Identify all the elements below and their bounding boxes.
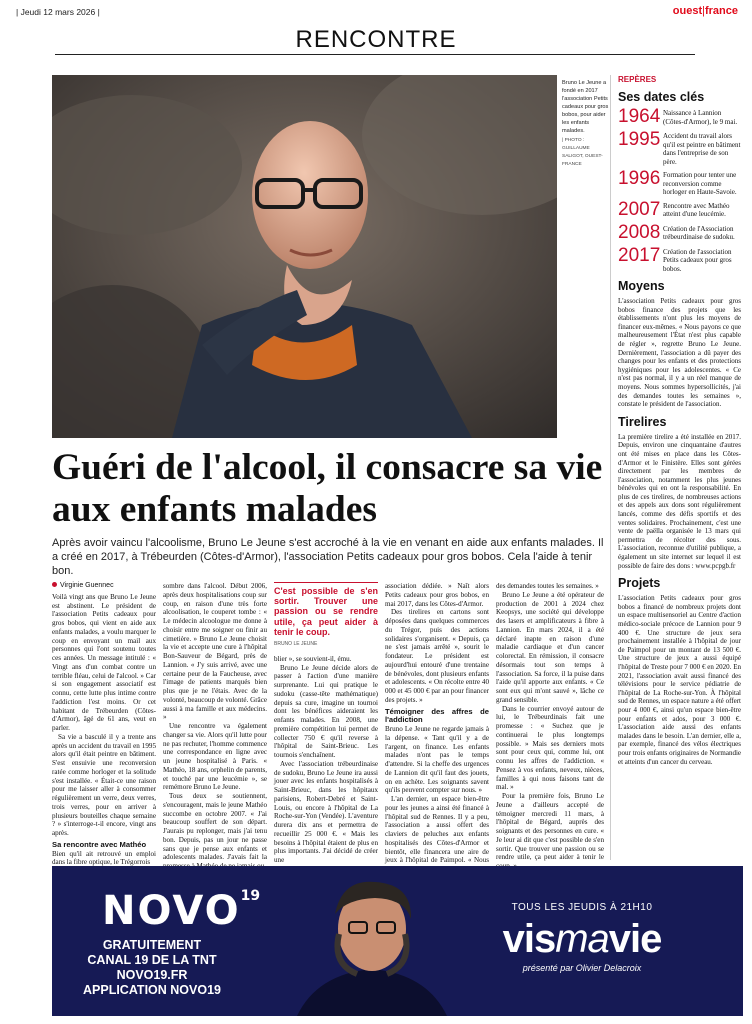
date-year: 1964 bbox=[618, 106, 661, 127]
host-portrait bbox=[287, 874, 457, 1016]
show-title-c: vie bbox=[608, 917, 662, 961]
paragraph: Sa vie a basculé il y a trente ans après un accident du travail en 1995 alors qu'il était peintre en bâtiment. S'est ensuivie une reconversion ratée comme horloger et la solitude s'est installée. « Était-ce une raison pour me laisser aller à consommer régulièrement un verre, deux verres, trois verres, pour en arriver à plusieurs bouteilles chaque semaine ? » s'interroge-t-il encore, vingt ans après. bbox=[52, 732, 156, 837]
ad-schedule: TOUS LES JEUDIS À 21H10 bbox=[511, 902, 653, 913]
paragraph: des demandes toutes les semaines. » bbox=[496, 582, 599, 590]
subheading: Sa rencontre avec Mathéo bbox=[52, 839, 147, 849]
logo-part-france: france bbox=[704, 5, 738, 17]
portrait-photo bbox=[52, 75, 557, 438]
paragraph: Pour la première fois, Bruno Le Jeune a d'ailleurs accepté de témoigner mercredi 11 mars, à l'hôpital de Bégard, auprès des soignants et des personnes en cure. « Je leur ai dit que c'est possible de s'en sortir. Que trouver une passion ou se rendre utile, ça peut aider à tenir le bbox=[496, 792, 604, 862]
article-column-4 bbox=[385, 582, 489, 874]
date-entry bbox=[618, 169, 741, 197]
show-title-b: ma bbox=[555, 917, 609, 961]
author-name: Virginie Guennec bbox=[60, 582, 114, 589]
rubric-rule bbox=[55, 54, 695, 55]
paragraph: Bruno Le Jeune a été opérateur de production de 2001 à 2024 chez Keopsys, une société qui développe des lasers et amplificateurs à fibre à Lannion. En mars 2024, il a été déclaré inapte en raison d'une maladie cardiaque et d'un cancer colorectal. En rémission, il consacre désormais tout son temps à l'association. Sa force, il la puise dans l'aide qu'il apporte aux enfants. « Ce sont eux qui m'ont sauvé », lâche ce grand sensible. bbox=[496, 590, 604, 704]
sidebar-rule bbox=[610, 75, 611, 860]
photo-credit: | PHOTO : GUILLAUME SALIGOT, OUEST-FRANCE bbox=[562, 138, 603, 167]
article-headline: Guéri de l'alcool, il consacre sa vie aux enfants malades bbox=[52, 447, 603, 530]
paragraph: Avec l'association trébeurdinaise de sudoku, Bruno Le Jeune ira aussi jouer avec les enfants hospitalisés à Saint-Brieuc, dans les hôpitaux parisiens, Robert-Debré et Saint-Louis, ou encore à l'hôpital de La Roche-sur-Yon (Vendée). L'aventure durera dix ans et permettra de recueillir 25 000 €. « Mais les besoins à l'hôpital étaient de plus en plus importants. J'ai décidé de créer une bbox=[274, 759, 378, 865]
page-header bbox=[0, 0, 752, 22]
tirelires-title: Tirelires bbox=[618, 414, 667, 429]
paragraph: Bruno Le Jeune ne regarde jamais à la dépense. « Tant qu'il y a de l'argent, on finance. Les enfants malades n'ont pas le temps d'attendre. Si la cheffe des urgences de Lannion dit qu'il faut des jouets, on en achète. Les soignants savent qu'ils peuvent compter sur nous. » bbox=[385, 725, 489, 795]
article-column-3 bbox=[274, 582, 378, 865]
date-year: 2008 bbox=[618, 221, 661, 243]
tirelires-text: La première tirelire a été installée en 2017. Depuis, environ une cinquantaine d'autres ont été mises en place dans les Côtes-d'Armor et le Finistère. Elles sont gérées directement par les membres de l'association, notamment les plus jeunes bénévoles qui en ont la responsabilité. En plus de ces tirelires, de nombreuses actions et des appels aux dons sont régulièrement lancés, comme des défis sportifs et des ventes solidaires. Prochainement, c'est une vente de paëlla organisée le 13 mars qui permettra de récolter des sous. L'association, reconnue d'utilité publique, a également un site internet sur lequel il est possible de faire des dons : www.pcpgb.fr bbox=[618, 432, 741, 570]
show-title-a: vis bbox=[502, 917, 556, 961]
date-year: 2007 bbox=[618, 198, 661, 220]
article-standfirst: Après avoir vaincu l'alcoolisme, Bruno Le Jeune s'est accroché à la vie en venant en aide aux enfants malades. Il a créé en 2017, à Trébeurden (Côtes-d'Armor), l'association Petits cadeaux pour gros bobos. Cela l'aide à tenir bon. bbox=[52, 537, 604, 577]
date-year: 1995 bbox=[618, 129, 661, 150]
ouest-france-logo bbox=[673, 5, 738, 17]
ad-show-block bbox=[482, 902, 682, 973]
paragraph: L'an dernier, un espace bien-être pour les jeunes a ainsi été financé à l'hôpital sud de Rennes. Il y a peu, l'association a aussi offert des claviers de peluches aux enfants hospitalisés des Côtes-d'Armor et bientôt, elle financera une aire de jeux à l'hôpital de Paimpol. « Nous bbox=[385, 795, 489, 865]
ad-line: CANAL 19 DE LA TNT bbox=[87, 953, 217, 967]
date-entry bbox=[618, 200, 741, 220]
photo-caption bbox=[562, 79, 612, 169]
issue-date: | Jeudi 12 mars 2026 | bbox=[16, 7, 100, 17]
sidebar-kicker: REPÈRES bbox=[618, 75, 657, 84]
ad-channel-info bbox=[62, 938, 242, 998]
ad-host: présenté par Olivier Delacroix bbox=[522, 963, 642, 973]
paragraph: Voilà vingt ans que Bruno Le Jeune est abstinent. Le président de l'association Petits cadeaux pour gros bobos, qui vient en aide aux enfants malades, a voulu marquer le coup en envoyant un mail aux personnes qui l'ont soutenu toutes ces années. Un message intitulé : « Vingt ans d'un combat contre un terrible fléau, celui de l'alcool. » Car si son engagement associatif est connu, cette lutte plus intime contre l'addiction l'est moins. Or cet habitant de Trébeurden (Côtes-d'Armor), âgé de 61 ans, veut en parler. bbox=[52, 592, 156, 732]
paragraph: association dédiée. » Naît alors Petits cadeaux pour gros bobos, en mai 2017, dans les Côtes-d'Armor. bbox=[385, 582, 489, 608]
moyens-text: L'association Petits cadeaux pour gros bobos finance des projets que les établissements n'ont plus les moyens de financer eux-mêmes. « Nous payons ce que malheureusement l'État n'est plus capable de régler », regrette Bruno Le Jeune. Dernièrement, l'association a dû payer des changes pour les enfants et des protections hygiéniques pour les adolescentes. « Ce n'est pas normal, il y a un réel manque de moyens. Nous sommes hypersollicités, j'ai des demandes toutes les semaines », constate le président de l'association. bbox=[618, 297, 741, 409]
paragraph: Une rencontre va également changer sa vie. Alors qu'il lutte pour ne pas rechuter, l'homme commence une correspondance en ligne avec un jeune hospitalisé à Paris. « Mathéo, 18 ans, orphelin de parents, et touché par une leucémie », se remémore Bruno Le Jeune. bbox=[163, 722, 267, 792]
article-column-2 bbox=[163, 582, 267, 871]
portrait-illustration bbox=[52, 75, 557, 438]
projets-title: Projets bbox=[618, 576, 661, 591]
ad-show-title bbox=[482, 917, 682, 961]
novo-brand: NOVO bbox=[102, 888, 241, 934]
paragraph: sombre dans l'alcool. Début 2006, après deux hospitalisations coup sur coup, en raison d'une très forte alcoolisation, le couperet tombe : « Le médecin alcoologue me donne à choisir entre me soigner ou finir au cimetière. » Bruno Le Jeune choisit la vie et accepte une cure à l'hôpital Bon-Sauveur de Bégard, près de Lannion. « J'y suis arrivé, avec une certaine peur de la Faucheuse, avec l'image de patients marqués bien plus que je ne l'étais. Avec de la volonté, beaucoup de volonté. Grâce aussi à ma famille et aux médecins. » bbox=[163, 582, 268, 722]
logo-part-ouest: ouest bbox=[672, 5, 703, 17]
date-year: 1996 bbox=[618, 168, 661, 189]
caption-text: Bruno Le Jeune a fondé en 2017 l'association Petits cadeaux pour gros bobos, pour aider les enfants malades. bbox=[562, 80, 609, 134]
article-column-5 bbox=[496, 582, 604, 871]
paragraph: Bruno Le Jeune décide alors de passer à l'action d'une manière surprenante. Lui qui pratique le sudoku (casse-tête mathématique) depuis sa cure, imagine un tournoi dont les bénéfices aideraient les enfants malades. En 2008, une première compétition lui permet de collecter 750 € qu'il reverse à l'hôpital de Saint-Brieuc. Les tournois s'enchaînent. bbox=[274, 663, 378, 760]
date-year: 2017 bbox=[618, 244, 661, 266]
logo-separator: | bbox=[702, 5, 705, 17]
date-text: Rencontre avec Mathéo atteint d'une leucémie. bbox=[663, 201, 730, 218]
novo-brand-sup: 19 bbox=[240, 888, 261, 904]
date-entry bbox=[618, 223, 741, 243]
novo19-advertisement[interactable] bbox=[52, 866, 743, 1016]
date-text: Formation pour tenter une reconversion comme horloger en Haute-Savoie. bbox=[663, 171, 737, 196]
paragraph: Dans le courrier envoyé autour de lui, le Trébeurdinais fait une promesse : « Suchez que je continuerai le plus longtemps possible. » Mais ses derniers mots sont pour ceux qui, comme lui, ont connu les affres de l'addiction. « Pensez à vos enfants, neveux, nièces, familles à qui nous faisons tant de mal. » bbox=[496, 704, 604, 792]
date-text: Naissance à Lannion (Côtes-d'Armor), le 9 mai. bbox=[663, 109, 738, 126]
sidebar-reperes bbox=[618, 75, 741, 766]
byline bbox=[52, 582, 156, 591]
subheading: Témoigner des affres de l'addiction bbox=[385, 706, 489, 725]
moyens-title: Moyens bbox=[618, 279, 665, 293]
article-column-1 bbox=[52, 582, 156, 867]
section-rubric: RENCONTRE bbox=[295, 26, 457, 53]
date-entry bbox=[618, 130, 741, 166]
date-text: Accident du travail alors qu'il est peintre en bâtiment dans l'entreprise de son père. bbox=[663, 132, 741, 166]
ad-line: NOVO19.FR bbox=[116, 968, 188, 982]
paragraph: Des tirelires en cartons sont déposées dans quelques commerces du Trégor, puis des actions solidaires s'organisent. « Depuis, ça ne s'est jamais arrêté », sourit le fondateur. Le président est aujourd'hui entouré d'une trentaine de bénévoles, dont plusieurs enfants et adolescents. « On récolte entre 40 000 et 45 000 € par an pour financer des projets. » bbox=[385, 608, 489, 704]
pull-quote: C'est possible de s'en sortir. Trouver une passion ou se rendre utile, ça peut aider à tenir le coup. bbox=[274, 582, 378, 637]
paragraph: Tous deux se soutiennent, s'encouragent, mais le jeune Mathéo succombe en octobre 2007. « J'ai beaucoup souffert de son départ. J'aurais pu replonger, mais j'ai tenu bon. Depuis, pas un jour ne passe sans que je pense aux enfants et adolescents malades. J'avais fait la bbox=[163, 792, 267, 862]
ad-line: APPLICATION NOVO19 bbox=[83, 983, 221, 997]
date-entry bbox=[618, 107, 741, 127]
date-text: Création de l'association Petits cadeaux pour gros bobos. bbox=[663, 247, 732, 273]
date-text: Création de l'Association trébeurdinaise de sudoku. bbox=[663, 224, 735, 241]
dates-title: Ses dates clés bbox=[618, 90, 705, 104]
byline-dot-icon bbox=[52, 582, 57, 587]
paragraph: Bien qu'il ait retrouvé un emploi dans la fibre optique, le Trégorrois bbox=[52, 849, 156, 867]
date-entry bbox=[618, 246, 741, 274]
paragraph: blier », se souvient-il, ému. bbox=[274, 654, 352, 663]
projets-text: L'association Petits cadeaux pour gros bobos a financé de nombreux projets dont un espace multisensoriel au Centre d'action médico-sociale précoce de Lannion pour 9 400 €. Une structure de jeux sera prochainement installée à l'hôpital de jour de Paimpol pour un montant de 13 500 €. Une structure de jeux a aussi équipé l'hôpital de Treste pour 7 000 € en 2020. En 2021, l'association avait aussi financé des télévisions pour le service pédiatrie de l'hôpital de La Roche-sur-Yon. À l'hôpital sud de Rennes, un espace nature a été offert pour 4 000 €, ainsi qu'un espace bien-être pour enfants et ados, pour 3 000 €. L'association aide aussi des enfants malades dans le besoin. L'an dernier, elle a, par exemple, financé des vélos électriques pour trois enfants originaires de Normandie et atteints d'un cancer du cerveau. bbox=[618, 594, 741, 766]
ad-line: GRATUITEMENT bbox=[102, 938, 202, 952]
pull-quote-credit: BRUNO LE JEUNE bbox=[274, 641, 318, 648]
novo19-logo bbox=[102, 888, 260, 934]
